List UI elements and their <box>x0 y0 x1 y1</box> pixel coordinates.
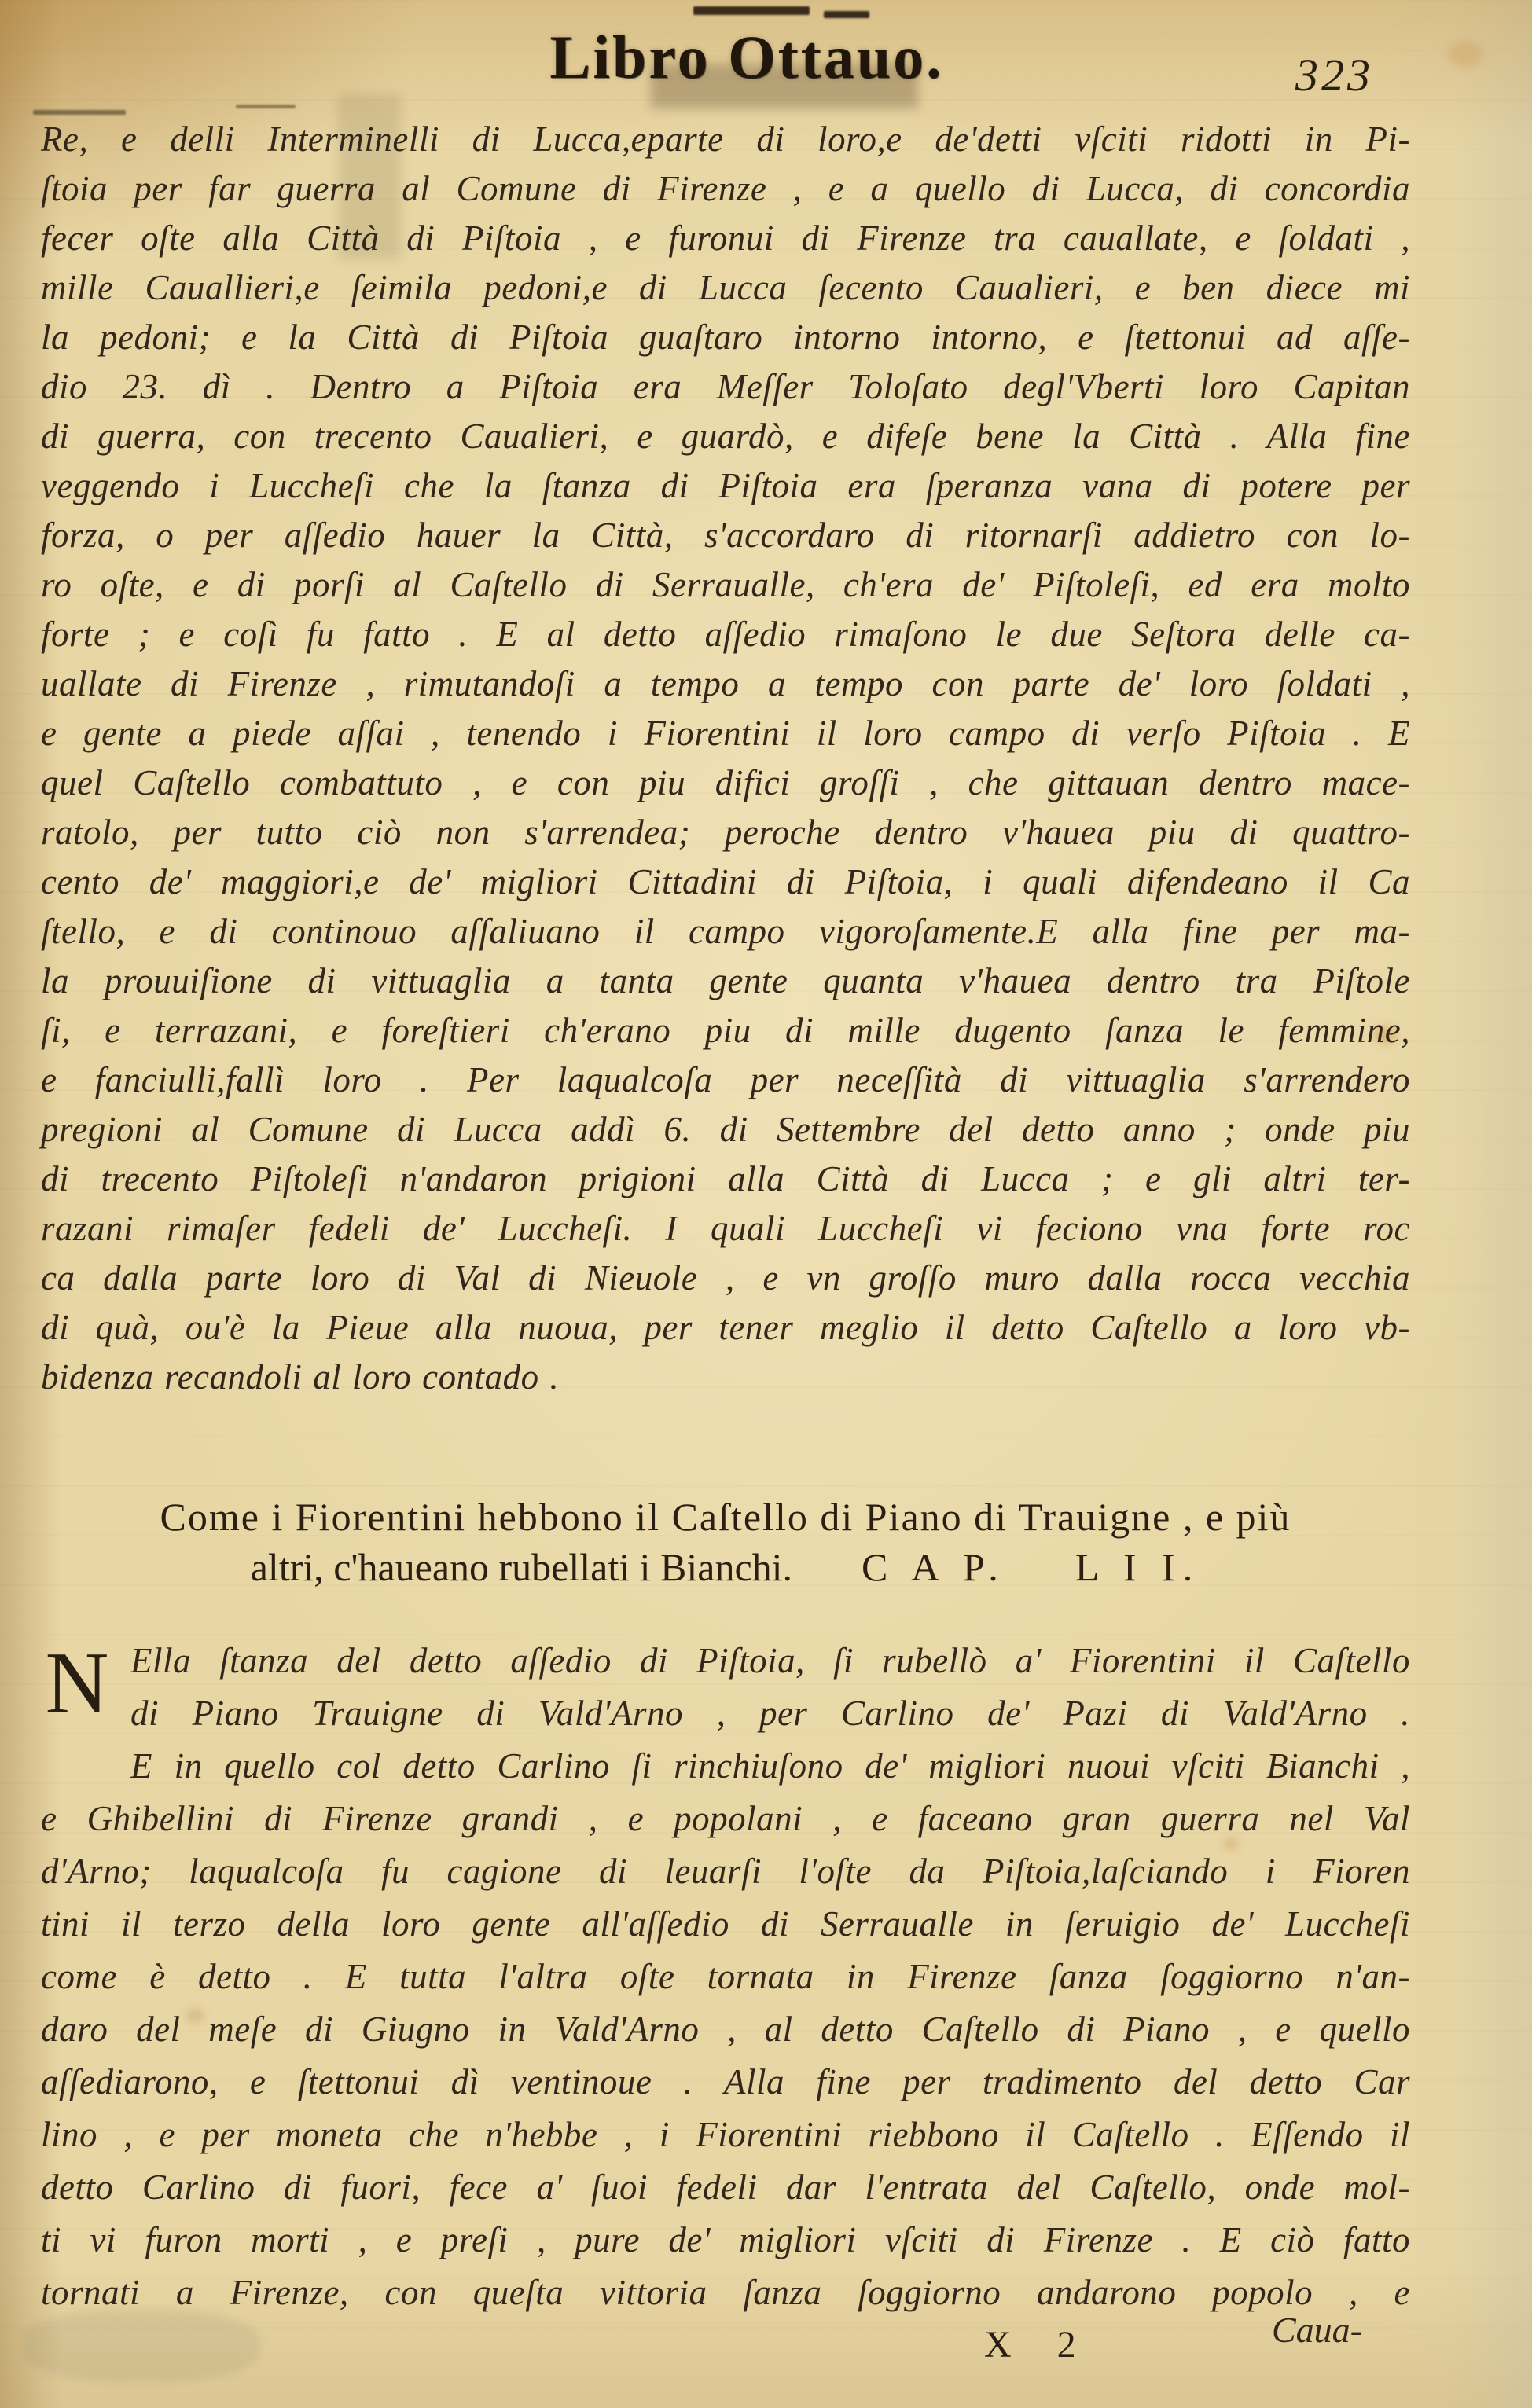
text-line: daro del meſe di Giugno in Vald'Arno , al detto Caſtello di Piano , e quello <box>41 2010 1410 2049</box>
text-line: lino , e per moneta che n'hebbe , i Fiorentini riebbono il Caſtello . Eſſendo il <box>41 2115 1410 2154</box>
text-line: forte ; e coſì fu fatto . E al detto aſſedio rimaſono le due Seſtora delle ca- <box>41 615 1410 654</box>
chapter-number: L I I. <box>1075 1545 1201 1589</box>
text-line: pregioni al Comune di Lucca addì 6. di Settembre del detto anno ; onde piu <box>41 1110 1410 1149</box>
text-line: ſtoia per far guerra al Comune di Firenze , e a quello di Lucca, di concordia <box>41 169 1410 208</box>
chapter-heading-line2 <box>41 1542 1410 1592</box>
quire-signature: X 2 <box>984 2324 1076 2366</box>
text-line: veggendo i Luccheſi che la ſtanza di Piſtoia era ſperanza vana di potere per <box>41 466 1410 505</box>
text-line: mille Cauallieri,e ſeimila pedoni,e di Lucca ſecento Caualieri, e ben diece mi <box>41 268 1410 307</box>
text-line: uallate di Firenze , rimutandoſi a tempo a tempo con parte de' loro ſoldati , <box>41 664 1410 703</box>
catchword: Caua- <box>1272 2310 1362 2350</box>
text-line: ro oſte, e di porſi al Caſtello di Serraualle, ch'era de' Piſtoleſi, ed era molto <box>41 565 1410 604</box>
text-line: razani rimaſer fedeli de' Luccheſi. I quali Luccheſi vi feciono vna forte roc <box>41 1209 1410 1248</box>
text-line: di trecento Piſtoleſi n'andaron prigioni alla Città di Lucca ; e gli altri ter- <box>41 1159 1410 1198</box>
text-line: di Piano Trauigne di Vald'Arno , per Carlino de' Pazi di Vald'Arno . <box>130 1694 1410 1733</box>
text-line: d'Arno; laqualcoſa fu cagione di leuarſi l'oſte da Piſtoia,laſciando i Fioren <box>41 1852 1410 1891</box>
show-through-mark <box>693 6 810 15</box>
text-line: ratolo, per tutto ciò non s'arrendea; peroche dentro v'hauea piu di quattro- <box>41 813 1410 852</box>
text-line: Ella ſtanza del detto aſſedio di Piſtoia, ſi rubellò a' Fiorentini il Caſtello <box>130 1641 1410 1680</box>
show-through-mark <box>824 11 869 18</box>
page-number: 323 <box>1295 50 1373 101</box>
text-line: E in quello col detto Carlino ſi rinchiuſono de' migliori nuoui vſciti Bianchi , <box>130 1746 1410 1786</box>
text-line: la pedoni; e la Città di Piſtoia guaſtaro intorno intorno, e ſtettonui ad aſſe- <box>41 318 1410 357</box>
text-line: forza, o per aſſedio hauer la Città, s'accordaro di ritornarſi addietro con lo- <box>41 516 1410 555</box>
text-line: ca dalla parte loro di Val di Nieuole , e vn groſſo muro dalla rocca vecchia <box>41 1258 1410 1298</box>
text-line: aſſediarono, e ſtettonui dì ventinoue . Alla fine per tradimento del detto Car <box>41 2062 1410 2101</box>
chapter-heading-line2-text: altri, c'haueano rubellati i Bianchi. <box>250 1545 793 1589</box>
text-line: fecer oſte alla Città di Piſtoia , e furonui di Firenze tra cauallate, e ſoldati , <box>41 218 1410 258</box>
text-line: Re, e delli Interminelli di Lucca,eparte di loro,e de'detti vſciti ridotti in Pi- <box>41 119 1410 159</box>
chapter-cap-label: C A P. <box>862 1545 1006 1589</box>
text-line: come è detto . E tutta l'altra oſte tornata in Firenze ſanza ſoggiorno n'an- <box>41 1957 1410 1996</box>
text-line: di guerra, con trecento Caualieri, e guardò, e difeſe bene la Città . Alla fine <box>41 417 1410 456</box>
text-line: e Ghibellini di Firenze grandi , e popolani , e faceano gran guerra nel Val <box>41 1799 1410 1838</box>
text-line: cento de' maggiori,e de' migliori Cittadini di Piſtoia, i quali difendeano il Ca <box>41 862 1410 901</box>
text-line: tornati a Firenze, con queſta vittoria ſanza ſoggiorno andarono popolo , e <box>41 2273 1410 2312</box>
text-line: ſtello, e di continouo aſſaliuano il campo vigoroſamente.E alla fine per ma- <box>41 912 1410 951</box>
chapter-heading <box>41 1492 1410 1592</box>
show-through-mark <box>236 105 296 108</box>
page-title: Libro Ottauo. <box>549 23 944 91</box>
text-line: ti vi furon morti , e preſi , pure de' migliori vſciti di Firenze . E ciò fatto <box>41 2220 1410 2259</box>
paragraph-2 <box>41 1635 1410 2319</box>
text-line: e fanciulli,fallì loro . Per laqualcoſa per neceſſità di vittuaglia s'arrendero <box>41 1060 1410 1099</box>
chapter-heading-line1: Come i Fiorentini hebbono il Caſtello di Piano di Trauigne , e più <box>160 1495 1291 1539</box>
text-line: ſi, e terrazani, e foreſtieri ch'erano piu di mille dugento ſanza le femmine, <box>41 1011 1410 1050</box>
text-line: e gente a piede aſſai , tenendo i Fiorentini il loro campo di verſo Piſtoia . E <box>41 714 1410 753</box>
paragraph-1 <box>41 115 1410 1402</box>
text-line: la prouuiſione di vittuaglia a tanta gente quanta v'hauea dentro tra Piſtole <box>41 961 1410 1000</box>
text-line: detto Carlino di fuori, fece a' ſuoi fedeli dar l'entrata del Caſtello, onde mol- <box>41 2168 1410 2207</box>
text-line: quel Caſtello combattuto , e con piu difici groſſi , che gittauan dentro mace- <box>41 763 1410 802</box>
text-line: tini il terzo della loro gente all'aſſedio di Serraualle in ſeruigio de' Luccheſi <box>41 1904 1410 1944</box>
text-line: bidenza recandoli al loro contado . <box>41 1357 560 1397</box>
drop-cap-initial: N <box>45 1635 109 1732</box>
paper-stain <box>24 2311 259 2381</box>
text-line: di quà, ou'è la Pieue alla nuoua, per tener meglio il detto Caſtello a loro vb- <box>41 1308 1410 1347</box>
text-line: dio 23. dì . Dentro a Piſtoia era Meſſer Toloſato degl'Vberti loro Capitan <box>41 367 1410 406</box>
